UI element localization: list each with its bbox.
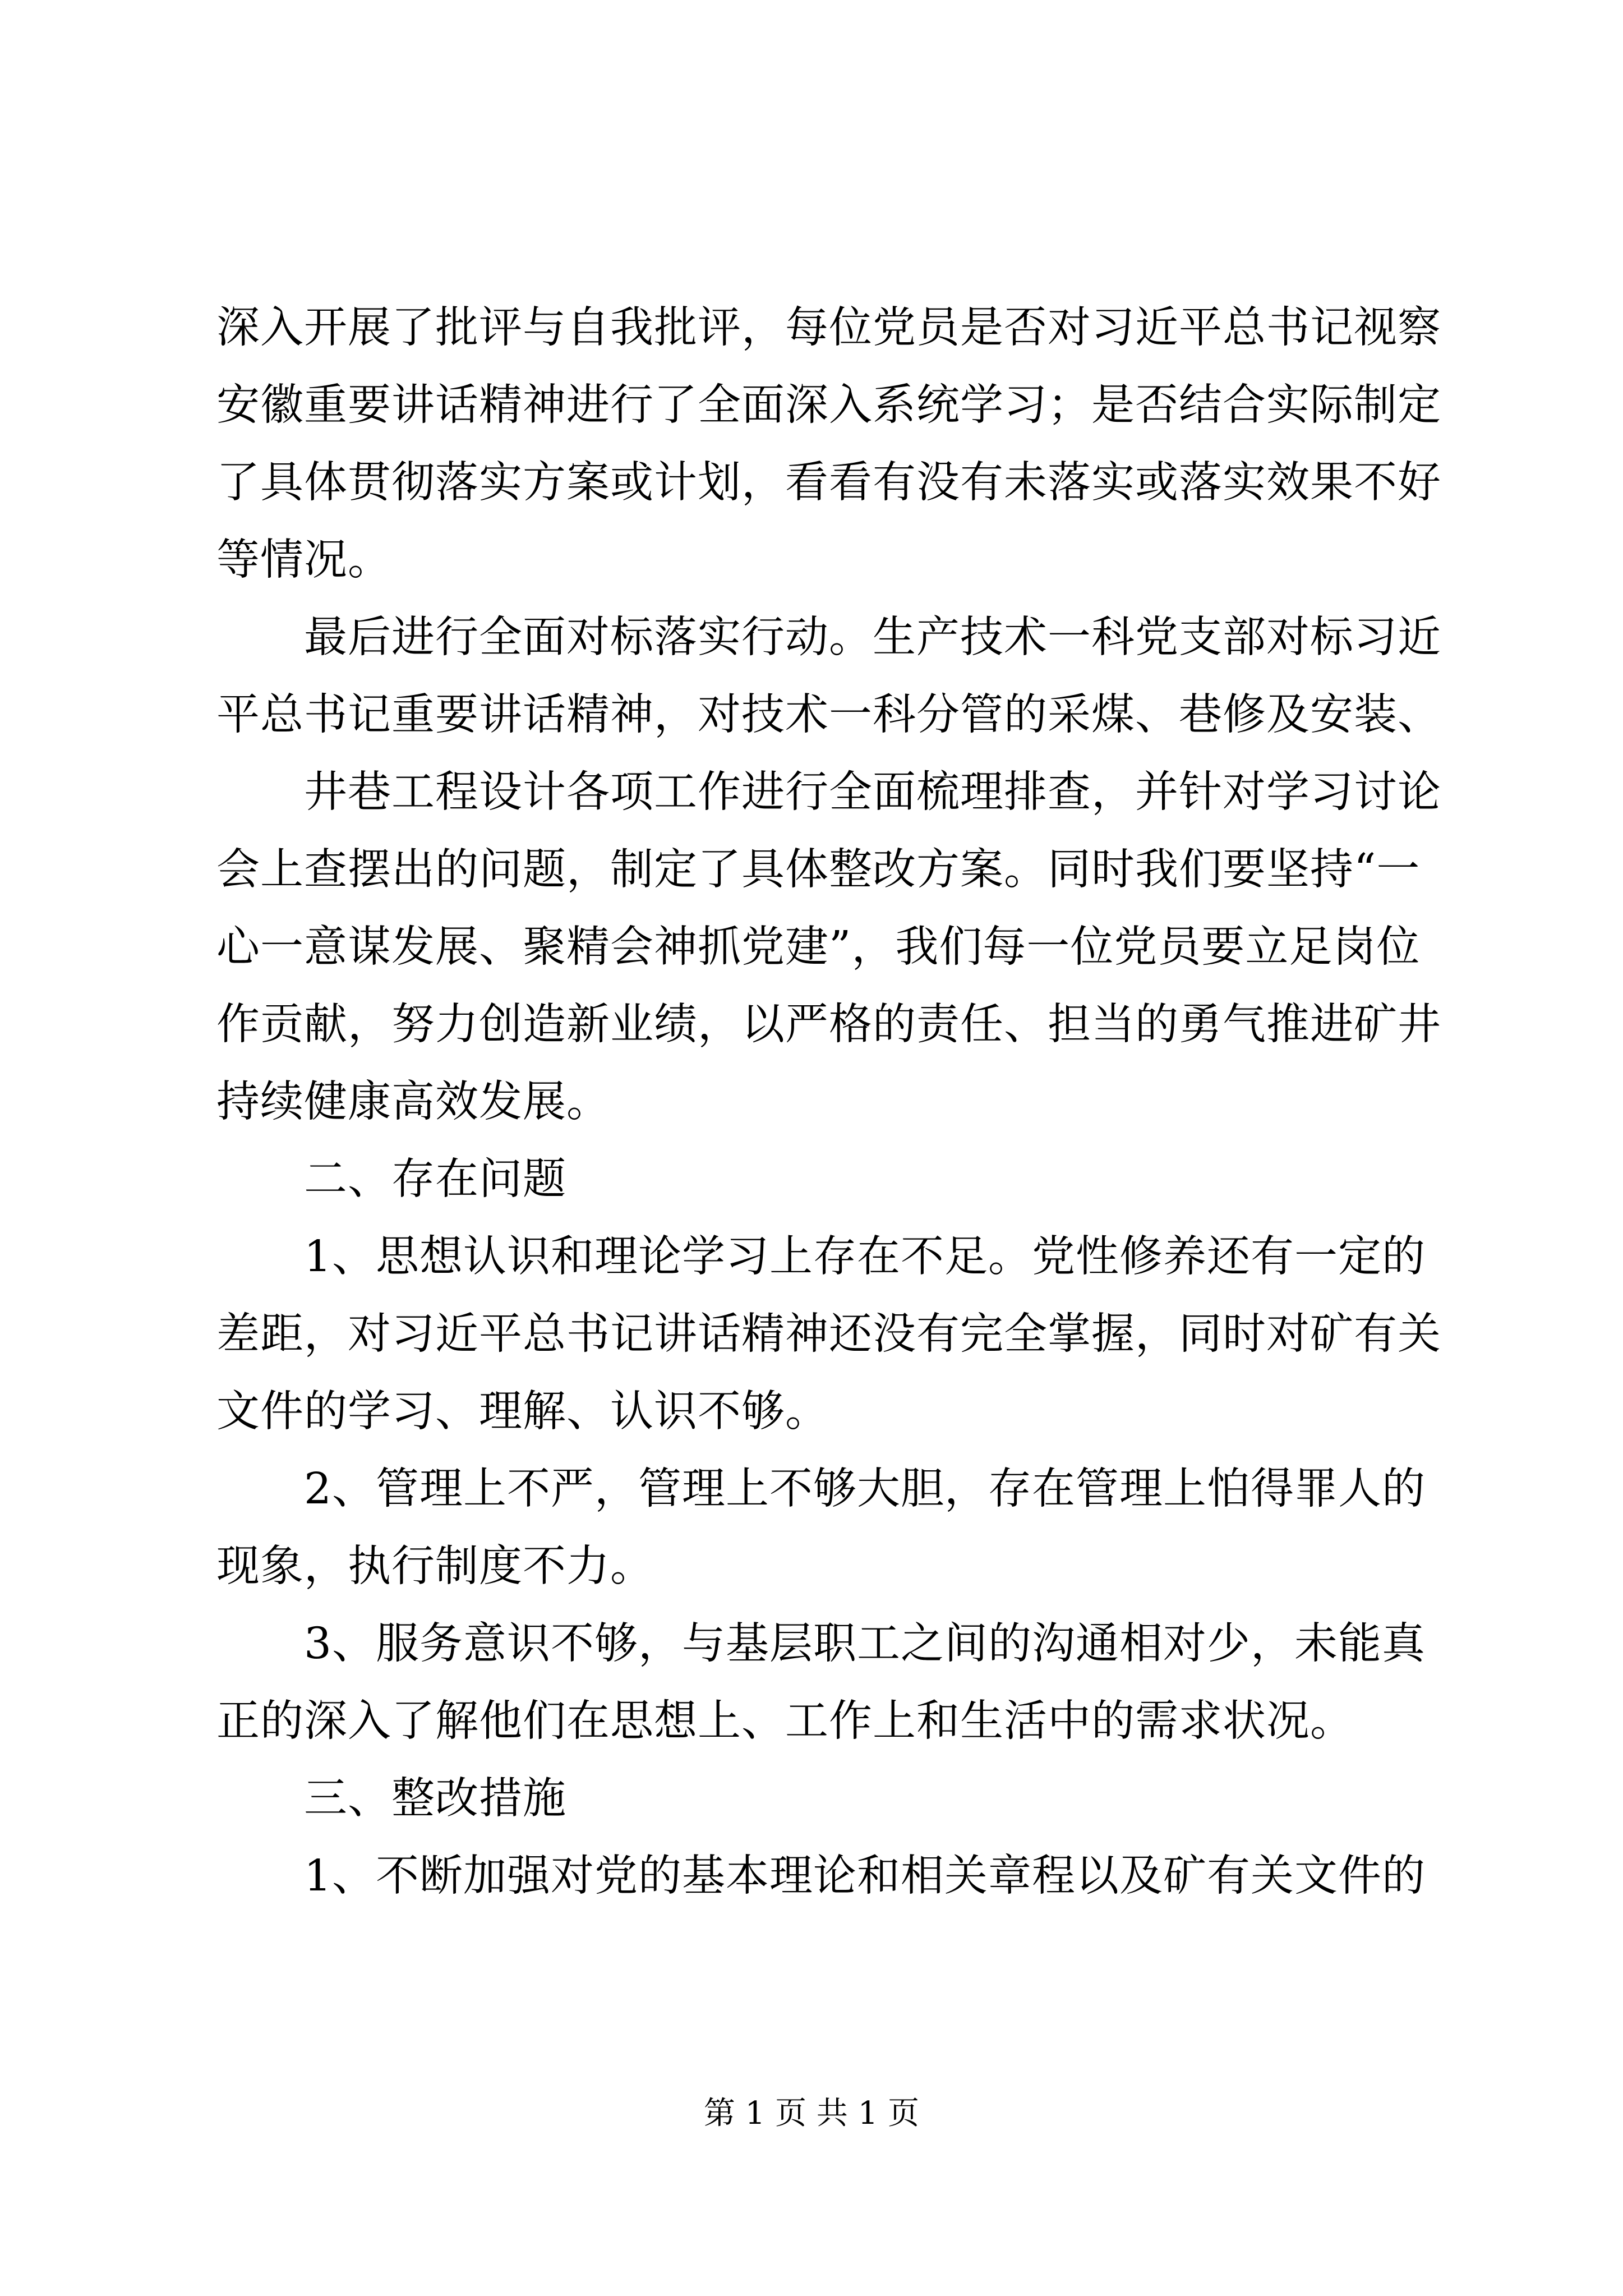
paragraph-line-9: 心一意谋发展、聚精会神抓党建”，我们每一位党员要立足岗位	[216, 922, 1421, 972]
paragraph-line-5: 最后进行全面对标落实行动。生产技术一科党支部对标习近	[216, 613, 1441, 662]
paragraph-line-16: 2、管理上不严，管理上不够大胆，存在管理上怕得罪人的	[216, 1464, 1426, 1514]
paragraph-line-6: 平总书记重要讲话精神，对技术一科分管的采煤、巷修及安装、	[216, 690, 1441, 740]
paragraph-line-15: 文件的学习、理解、认识不够。	[216, 1387, 829, 1437]
paragraph-line-11: 持续健康高效发展。	[216, 1077, 610, 1127]
paragraph-line-3: 了具体贯彻落实方案或计划，看看有没有未落实或落实效果不好	[216, 458, 1441, 508]
paragraph-line-8: 会上查摆出的问题，制定了具体整改方案。同时我们要坚持“一	[216, 845, 1421, 895]
page-footer: 第 1 页 共 1 页	[703, 2095, 920, 2132]
paragraph-line-7: 井巷工程设计各项工作进行全面梳理排查，并针对学习讨论	[216, 767, 1441, 817]
section-heading-problems: 二、存在问题	[216, 1154, 566, 1204]
paragraph-line-14: 差距，对习近平总书记讲话精神还没有完全掌握，同时对矿有关	[216, 1309, 1441, 1359]
paragraph-line-19: 正的深入了解他们在思想上、工作上和生活中的需求状况。	[216, 1696, 1354, 1746]
section-heading-measures: 三、整改措施	[216, 1774, 566, 1824]
paragraph-line-18: 3、服务意识不够，与基层职工之间的沟通相对少，未能真	[216, 1619, 1426, 1669]
paragraph-line-2: 安徽重要讲话精神进行了全面深入系统学习；是否结合实际制定	[216, 380, 1441, 430]
paragraph-line-17: 现象，执行制度不力。	[216, 1542, 654, 1591]
paragraph-line-10: 作贡献，努力创造新业绩，以严格的责任、担当的勇气推进矿井	[216, 1000, 1441, 1050]
paragraph-line-4: 等情况。	[216, 535, 391, 585]
paragraph-line-1: 深入开展了批评与自我批评，每位党员是否对习近平总书记视察	[216, 303, 1441, 353]
paragraph-line-13: 1、思想认识和理论学习上存在不足。党性修养还有一定的	[216, 1232, 1426, 1282]
paragraph-line-21: 1、不断加强对党的基本理论和相关章程以及矿有关文件的	[216, 1851, 1426, 1901]
